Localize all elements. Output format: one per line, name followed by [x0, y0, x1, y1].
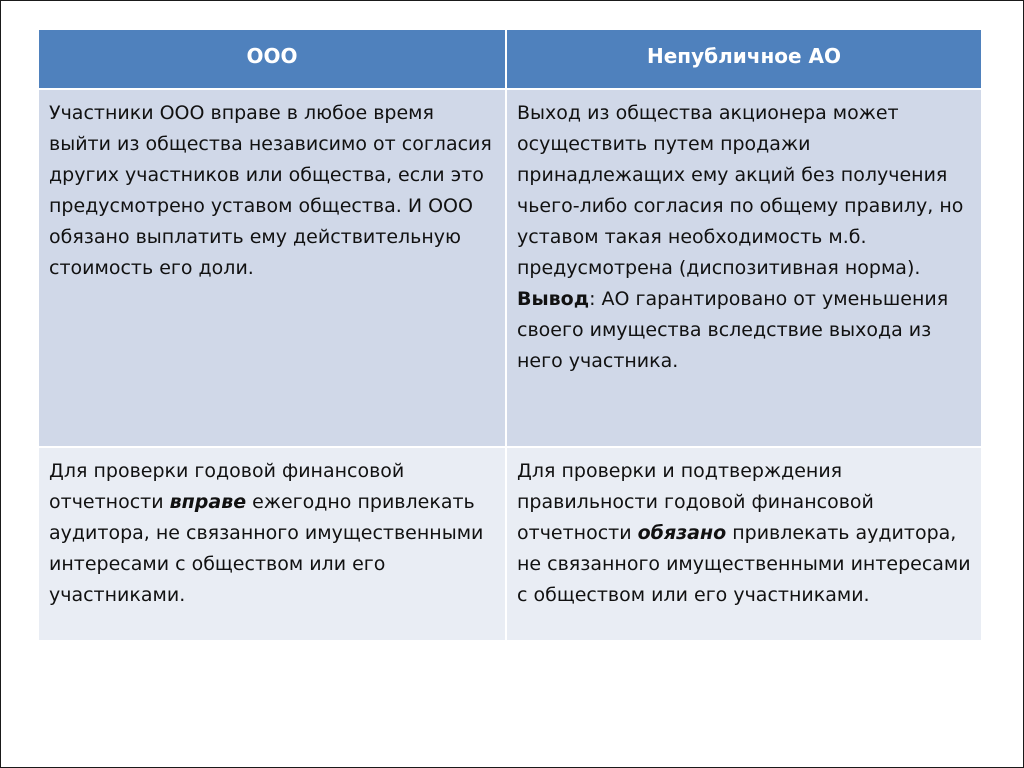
cell-ao-conclusion [517, 284, 973, 377]
cell-ooo-audit [38, 447, 506, 641]
ao-audit-before: Для проверки и подтверждения правильности годовой финансовой отчетности [517, 460, 874, 544]
ao-audit-after: привлекать аудитора, не связанного имущественными интересами с обществом или его участниками. [517, 522, 971, 606]
ooo-audit-emphasis: вправе [169, 491, 247, 513]
table-row [38, 447, 982, 641]
header-ao-label: Непубличное АО [646, 44, 842, 68]
header-ooo-label: ООО [246, 44, 298, 68]
header-ao [506, 29, 982, 89]
header-ooo [38, 29, 506, 89]
conclusion-label: Вывод [517, 288, 590, 310]
ooo-audit-before: Для проверки годовой финансовой отчетности [49, 460, 405, 513]
cell-ao-exit [506, 89, 982, 447]
conclusion-text: : АО гарантировано от уменьшения своего имущества вследствие выхода из него участника. [517, 288, 949, 372]
cell-ao-exit-text: Выход из общества акционера может осуществить путем продажи принадлежащих ему акций без получения чьего-либо согласия по общему правилу, но уставом такая необходимость м.б. предусмотрена (диспозитивная норма). [517, 102, 964, 279]
table-row [38, 89, 982, 447]
ao-audit-emphasis: обязано [637, 522, 727, 544]
cell-ooo-exit-text: Участники ООО вправе в любое время выйти из общества независимо от согласия других участников или общества, если это предусмотрено уставом общества. И ООО обязано выплатить ему действительную стоимость его доли. [49, 102, 492, 279]
comparison-table [37, 28, 983, 642]
cell-ao-audit-text [517, 456, 973, 611]
table-header-row [38, 29, 982, 89]
cell-ao-audit [506, 447, 982, 641]
ooo-audit-after: ежегодно привлекать аудитора, не связанного имущественными интересами с обществом или его участниками. [49, 491, 484, 606]
cell-ooo-audit-text [49, 456, 497, 611]
cell-ooo-exit [38, 89, 506, 447]
